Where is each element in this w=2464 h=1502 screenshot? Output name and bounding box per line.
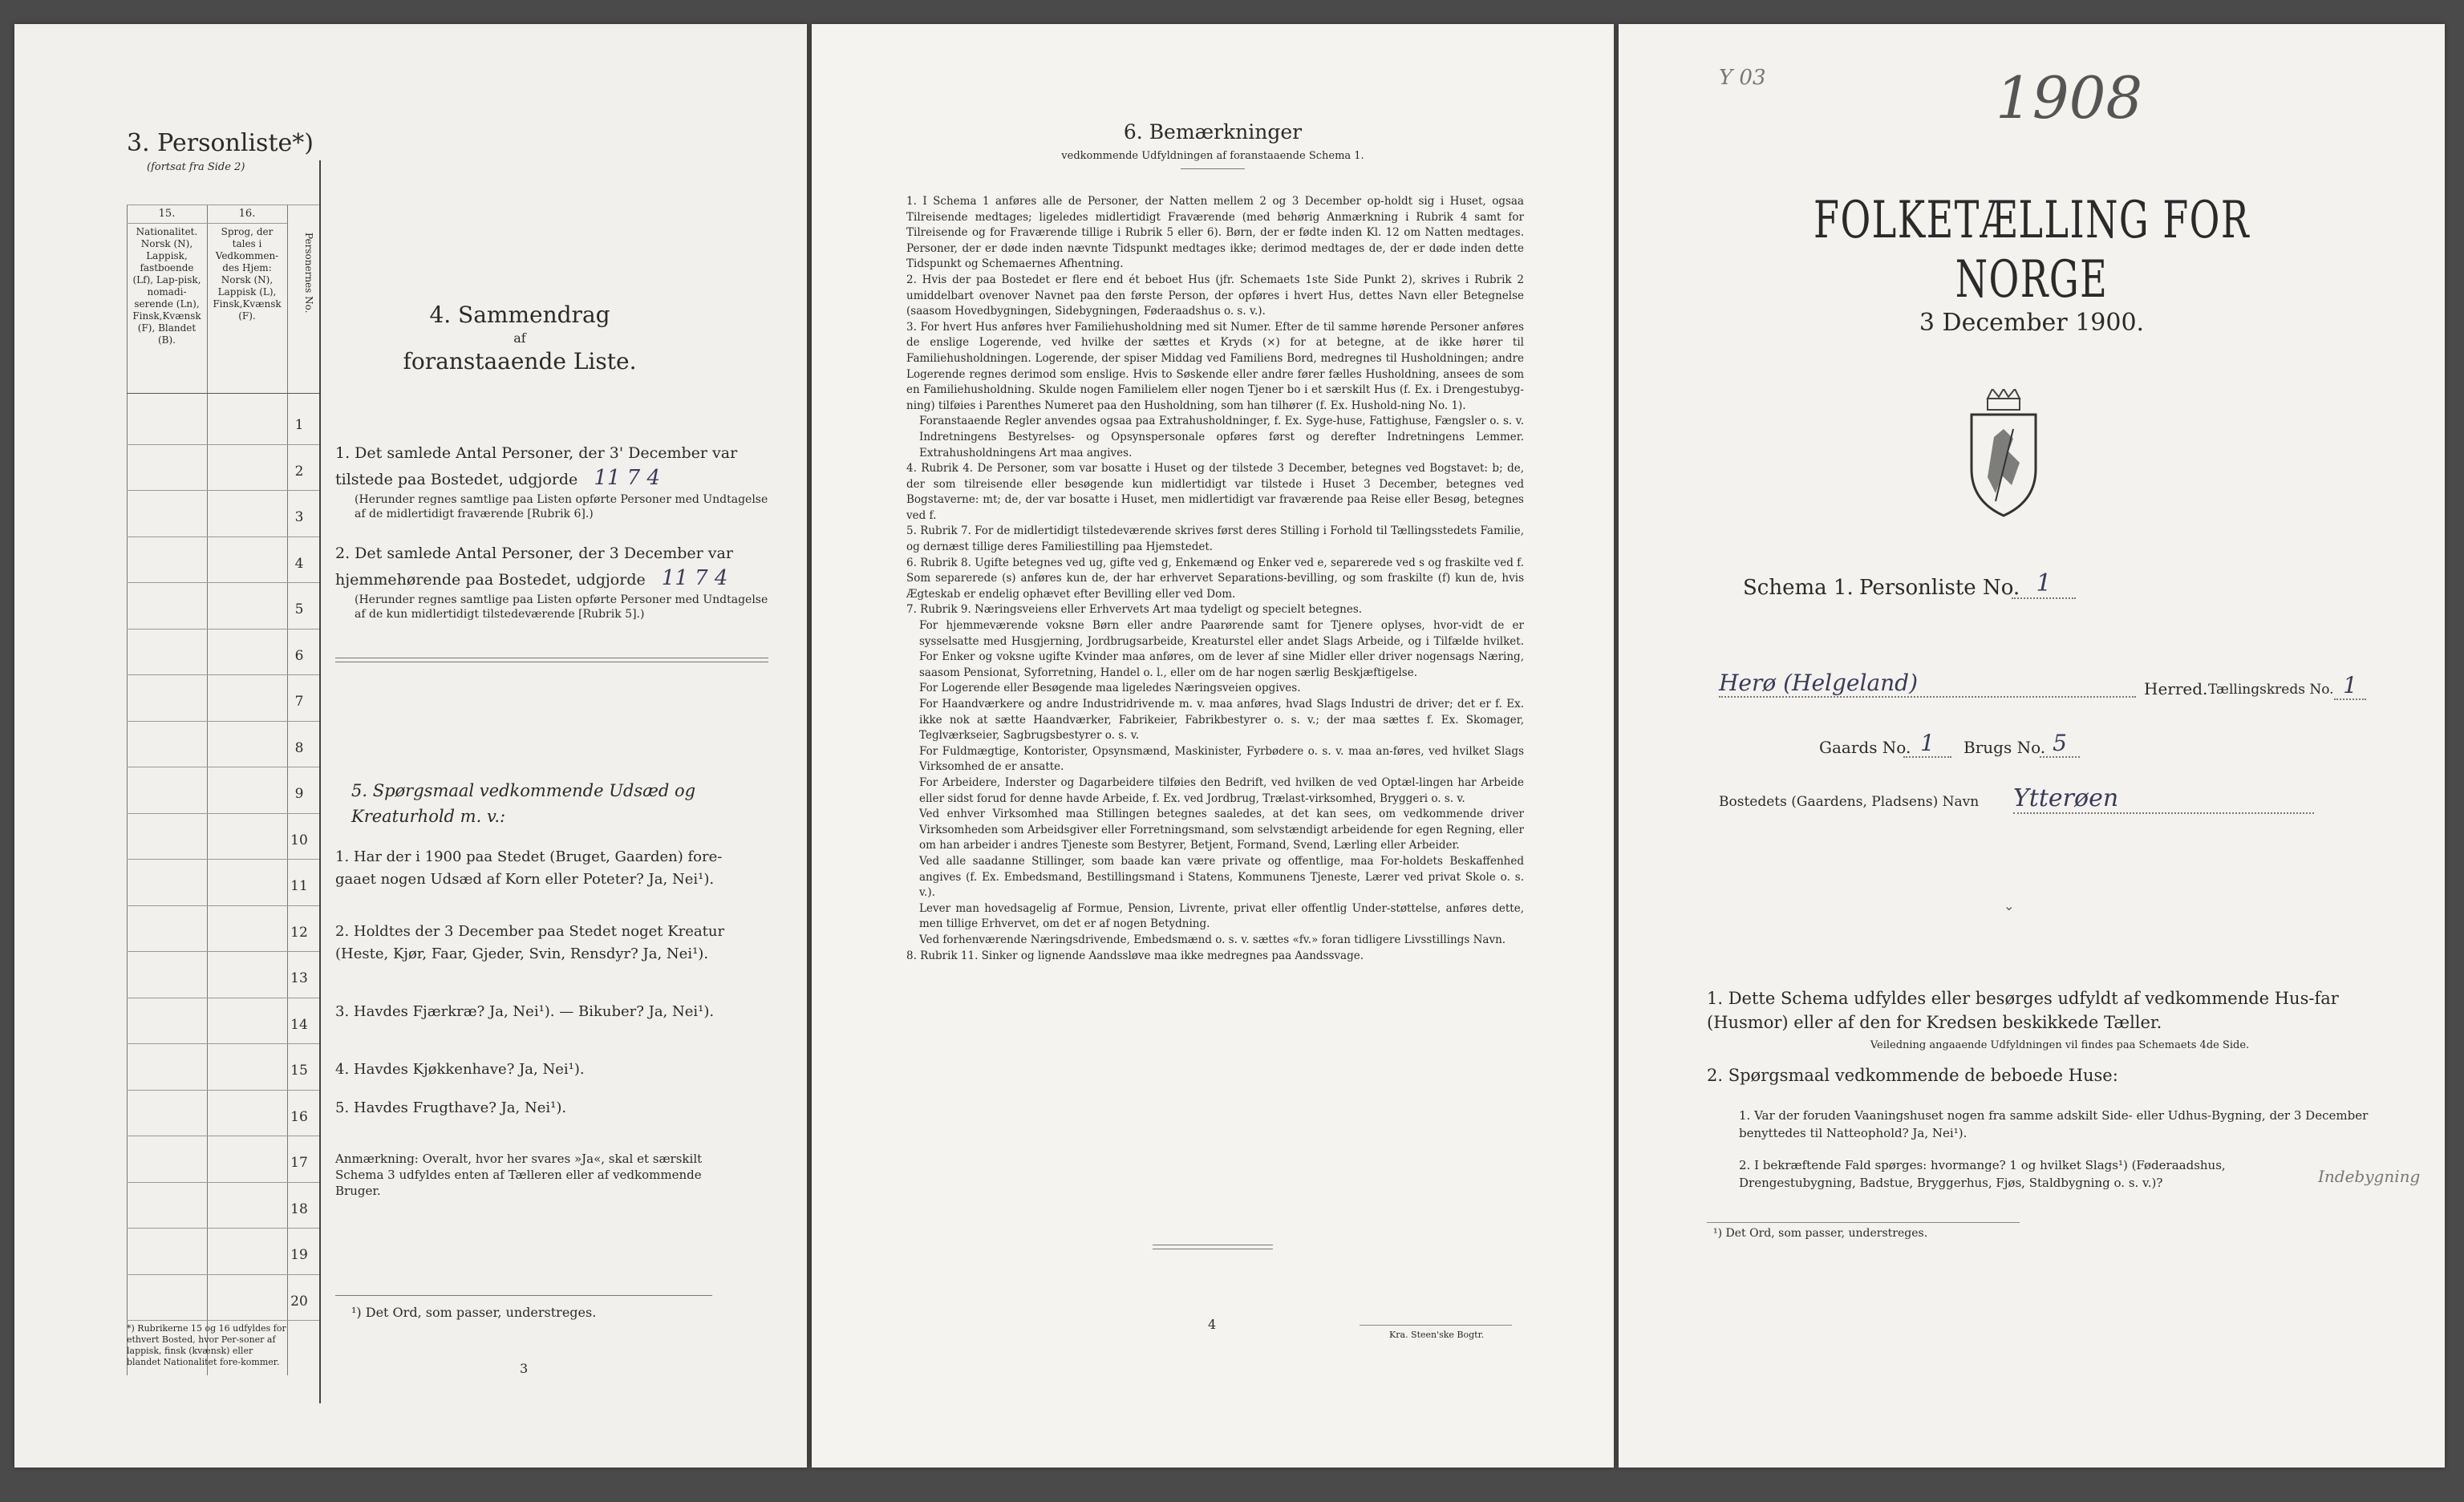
- instruction-1-sub: Veiledning angaaende Udfyldningen vil findes paa Schemaets 4de Side.: [1870, 1039, 2250, 1051]
- summary-item-2-line2: hjemmehørende paa Bostedet, udgjorde: [335, 571, 646, 589]
- col-persons-header: Personernes No.: [303, 233, 314, 314]
- summary-item-2-handwritten: 11 7 4: [661, 566, 728, 590]
- remark-paragraph: Ved enhver Virksomhed maa Stillingen betegnes saaledes, at det kan sees, om vedkommende driver Virksomheden som Arbeidsgiver eller Forretningsmand, som selvstændigt arbeidende for egen Regning, eller om han arbeider i andres Tjeneste som Bestyrer, Betjent, Formand, Svend, Lærling eller Arbeider.: [919, 808, 1524, 852]
- remark-paragraph: Lever man hovedsagelig af Formue, Pension, Livrente, privat eller offentlig Under-støttelse, anføres dette, men tillige Erhvervet, om det er af nogen Betydning.: [919, 901, 1524, 931]
- table-row-number: 6: [294, 647, 304, 664]
- table-row-number: 15: [290, 1063, 308, 1079]
- remarks-body: [906, 194, 1524, 964]
- remarks-subtitle: vedkommende Udfyldningen af foranstaaende Schema 1.: [1061, 150, 1364, 162]
- separator: [335, 1295, 712, 1296]
- table-row-line: [127, 951, 319, 952]
- remark-paragraph: 1. I Schema 1 anføres alle de Personer, der Natten mellem 2 og 3 December op-holdt sig i Huset, ogsaa Tilreisende medtages; ligeledes midlertidigt Fraværende (med behørig Anmærkning i Rubrik 4 samt for Tilreisende og for Fraværende tillige i Rubrik 5 eller 6). Børn, der er fødte inden Kl. 12 om Natten medtages. Personer, der er døde inden nævnte Tidspunkt medtages ikke; derimod medtages de, der er døde inden dette Tidspunkt og Schemaernes Afhentning.: [906, 195, 1524, 271]
- table-row-number: 8: [294, 739, 304, 756]
- table-line: [127, 223, 287, 224]
- schema-label: Schema 1.: [1743, 576, 1854, 600]
- page-number-4: 4: [1208, 1317, 1217, 1332]
- summary-item-1-line2: tilstede paa Bostedet, udgjorde: [335, 471, 578, 488]
- remark-paragraph: 2. Hvis der paa Bostedet er flere end ét beboet Hus (jfr. Schemaets 1ste Side Punkt 2), skrives i Rubrik 2 umiddelbart ovenover Navnet paa den første Person, der opføres i hvert Hus, dettes Navn eller Betegnelse (saasom Hovedbygningen, Sidebygningen, Føderaadshus o. s. v.).: [906, 273, 1524, 318]
- summary-item-1: [335, 441, 768, 521]
- table-row-line: [127, 1043, 319, 1044]
- remark-paragraph: For Logerende eller Besøgende maa ligeledes Næringsveien opgives.: [919, 682, 1301, 695]
- instruction-2-handwritten: Indebygning: [2318, 1167, 2421, 1186]
- gaards-number: 1: [1903, 730, 1951, 758]
- table-row-number: 9: [294, 786, 304, 802]
- table-row-line: [127, 1320, 319, 1321]
- question-4: 4. Havdes Kjøkkenhave? Ja, Nei¹).: [335, 1061, 585, 1078]
- question-2: 2. Holdtes der 3 December paa Stedet noget Kreatur (Heste, Kjør, Faar, Gjeder, Svin, Rensdyr? Ja, Nei¹).: [335, 923, 725, 962]
- table-row-line: [127, 905, 319, 906]
- left-page: [14, 24, 807, 1468]
- table-row-number: 13: [290, 970, 308, 986]
- table-row-line: [127, 721, 319, 722]
- table-row-line: [127, 536, 319, 537]
- word-footnote: ¹) Det Ord, som passer, understreges.: [351, 1305, 597, 1320]
- question-1: 1. Har der i 1900 paa Stedet (Bruget, Gaarden) fore-gaaet nogen Udsæd af Korn eller Poteter? Ja, Nei¹).: [335, 848, 723, 888]
- separator: [1181, 168, 1245, 169]
- ornament: ⌄: [2004, 898, 2015, 913]
- table-row-line: [127, 444, 319, 445]
- page-number-3: 3: [520, 1361, 529, 1376]
- table-row-number: 17: [290, 1155, 308, 1171]
- table-divider: [207, 204, 208, 1375]
- table-row-number: 3: [294, 509, 304, 525]
- summary-item-1-note: (Herunder regnes samtlige paa Listen opførte Personer med Undtagelse af de midlertidigt fraværende [Rubrik 6].): [355, 493, 768, 520]
- table-row-number: 10: [290, 832, 308, 848]
- personliste-label: Personliste No.: [1859, 576, 2020, 600]
- remark-paragraph: For Haandværkere og andre Industridrivende m. v. maa anføres, hvad Slags Industri de driver; det er f. Ex. ikke nok at sætte Haandværker, Fabrikeier, Fabrikbestyrer o. s. v.; der maa sættes f. Ex. Skomager, Teglværkseier, Sagbrugsbestyrer o. s. v.: [919, 698, 1524, 743]
- table-row-line: [127, 629, 319, 630]
- table-row-line: [127, 1182, 319, 1183]
- remark-paragraph: 3. For hvert Hus anføres hver Familiehusholdning med sit Numer. Efter de til samme hørende Personer anføres de enslige Logerende, ved hvilke der sættes et Kryds (×) for at betegne, at de ikke hører til Familiehusholdningen. Logerende, der spiser Middag ved Familiens Bord, medregnes til Husholdningen; andre Logerende regnes derimod som enslige. Hvis to Søskende eller andre fører fælles Husholdning, ansees de som en Familiehusholdning. Skulde nogen Familielem eller nogen Tjener bo i et særskilt Hus (f. Ex. i Drengestubyg-ning) tilføies i Parenthes Numeret paa den Husholdning, som han tilhører (f. Ex. Hushold-ning No. 1).: [906, 320, 1524, 412]
- table-row-number: 7: [294, 694, 304, 710]
- right-page: [1619, 24, 2445, 1468]
- year-handwritten: 1908: [1996, 64, 2143, 132]
- middle-page: [812, 24, 1614, 1468]
- census-date: 3 December 1900.: [1919, 309, 2145, 337]
- instruction-2-question-2: 2. I bekræftende Fald spørges: hvormange? 1 og hvilket Slags¹) (Føderaadshus, Drengestubygning, Badstue, Bryggerhus, Fjøs, Staldbygning o. s. v.)?: [1739, 1158, 2226, 1190]
- summary-item-2: [335, 541, 768, 621]
- table-row-line: [127, 1090, 319, 1091]
- remark-paragraph: 7. Rubrik 9. Næringsveiens eller Erhvervets Art maa tydeligt og specielt betegnes.: [906, 603, 1363, 617]
- printer-imprint: Kra. Steen'ske Bogtr.: [1389, 1330, 1485, 1340]
- word-footnote-right: ¹) Det Ord, som passer, understreges.: [1713, 1227, 1928, 1240]
- section4-subtitle: foranstaaende Liste.: [403, 348, 637, 374]
- table-row-line: [127, 859, 319, 860]
- question-3: 3. Havdes Fjærkræ? Ja, Nei¹). — Bikuber? Ja, Nei¹).: [335, 1003, 715, 1020]
- census-title: FOLKETÆLLING FOR NORGE: [1814, 191, 2250, 310]
- instruction-2: 2. Spørgsmaal vedkommende de beboede Huse:: [1707, 1066, 2118, 1085]
- remarks-title: 6. Bemærkninger: [1123, 120, 1303, 144]
- personliste-title: 3. Personliste*): [127, 129, 314, 157]
- annotation-note: Anmærkning: Overalt, hvor her svares »Ja«, skal et særskilt Schema 3 udfyldes enten af Tælleren eller af vedkommende Bruger.: [335, 1152, 703, 1198]
- table-footnote: *) Rubrikerne 15 og 16 udfyldes for ethvert Bosted, hvor Per-soner af lappisk, finsk (kvænsk) eller blandet Nationalitet fore-kommer.: [127, 1323, 286, 1367]
- remark-paragraph: Ved alle saadanne Stillinger, som baade kan være private og offentlige, maa For-holdets Beskaffenhed angives (f. Ex. Embedsmand, Bestillingsmand i Statens, Kommunens Tjeneste, Lærer ved privat Skole o. s. v.).: [919, 854, 1524, 900]
- brugs-number: 5: [2040, 730, 2080, 758]
- table-row-line: [127, 582, 319, 583]
- summary-item-1-handwritten: 11 7 4: [594, 466, 661, 490]
- table-row-number: 18: [290, 1200, 308, 1217]
- personliste-subtitle: (fortsat fra Side 2): [147, 161, 245, 173]
- table-row-number: 20: [290, 1293, 308, 1310]
- remark-paragraph: 4. Rubrik 4. De Personer, som var bosatte i Huset og der tilstede 3 December, betegnes ved Bogstavet: b; de, der som tilreisende eller besøgende kun midlertidigt var tilstede i Huset 3 December, betegnes ved Bogstaverne: mt; de, der var bosatte i Huset, men midlertidigt var fraværende paa Reise eller Besøg, betegnes ved f.: [906, 462, 1524, 522]
- table-row-number: 16: [290, 1108, 308, 1125]
- table-row-line: [127, 1228, 319, 1229]
- table-line: [127, 393, 319, 394]
- separator: [1360, 1325, 1512, 1326]
- section4-title: 4. Sammendrag: [429, 302, 610, 328]
- section5-title: 5. Spørgsmaal vedkommende Udsæd og Kreaturhold m. v.:: [351, 781, 696, 826]
- bosted-label: Bostedets (Gaardens, Pladsens) Navn: [1719, 794, 1980, 810]
- col15-header: Nationalitet. Norsk (N), Lappisk, fastboende (Lf), Lap-pisk, nomadi-serende (Ln), Finsk,Kvænsk (F), Blandet (B).: [132, 226, 201, 346]
- col16-header: Sprog, der tales i Vedkommen-des Hjem: Norsk (N), Lappisk (L), Finsk,Kvænsk (F).: [213, 226, 282, 322]
- remark-paragraph: Ved forhenværende Næringsdrivende, Embedsmænd o. s. v. sættes «fv.» foran tidligere Livsstillings Navn.: [919, 933, 1506, 946]
- summary-item-2-line1: 2. Det samlede Antal Personer, der 3 December var: [335, 545, 733, 562]
- remark-paragraph: For Arbeidere, Inderster og Dagarbeidere tilføies den Bedrift, ved hvilken de ved Optæl-lingen har Arbeide eller sidst forud for denne havde Arbeide, f. Ex. ved Jordbrug, Trælast-virksomhed, Bryggeri o. s. v.: [919, 775, 1524, 805]
- section4-af: af: [513, 330, 526, 346]
- instruction-1: 1. Dette Schema udfyldes eller besørges udfyldt af vedkommende Hus-far (Husmor) eller af den for Kredsen beskikkede Tæller.: [1707, 989, 2339, 1032]
- norway-coat-of-arms-icon: [1964, 389, 2044, 517]
- table-row-number: 1: [294, 417, 304, 433]
- remark-paragraph: 8. Rubrik 11. Sinker og lignende Aandssløve maa ikke medregnes paa Aandssvage.: [906, 949, 1364, 962]
- brugs-label: Brugs No.: [1964, 738, 2046, 757]
- remark-paragraph: Foranstaaende Regler anvendes ogsaa paa Extrahusholdninger, f. Ex. Syge-huse, Fattighuse, Fængsler o. s. v. Indretningens Bestyrelses- og Opsynspersonale opføres først og derefter Indretningens Lemmer. Extrahusholdningens Art maa angives.: [919, 415, 1524, 460]
- separator: [1707, 1222, 2020, 1223]
- table-row-number: 14: [290, 1016, 308, 1033]
- instruction-2-question-1: 1. Var der foruden Vaaningshuset nogen fra samme adskilt Side- eller Udhus-Bygning, der 3 December benyttedes til Natteophold? Ja, Nei¹).: [1739, 1108, 2369, 1140]
- herred-handwritten: Herø (Helgeland): [1719, 670, 2136, 698]
- remark-paragraph: For hjemmeværende voksne Børn eller andre Paarørende samt for Tjenere oplyses, hvor-vidt de er sysselsatte med Husgjerning, Jordbrugsarbeide, Kreaturstel eller andet Slags Arbeide, og i Tilfælde hvilket. For Enker og voksne ugifte Kvinder maa anføres, om de lever af sine Midler eller driver nogensags Næring, saasom Pensionat, Syforretning, Handel o. l., eller om de har nogen særlig Beskjæftigelse.: [919, 619, 1524, 679]
- remark-paragraph: 6. Rubrik 8. Ugifte betegnes ved ug, gifte ved g, Enkemænd og Enker ved e, separerede ved s og fraskilte ved f. Som separerede (s) anføres kun de, der har erhvervet Separations-bevilling, og som fraskilte (f) kun de, hvis Ægteskab er endelig ophævet efter Bevilling eller ved Dom.: [906, 556, 1524, 601]
- question-5: 5. Havdes Frugthave? Ja, Nei¹).: [335, 1099, 567, 1116]
- table-row-line: [127, 674, 319, 675]
- table-row-line: [127, 1274, 319, 1275]
- gaards-label: Gaards No.: [1819, 738, 1911, 757]
- table-border-right: [319, 160, 321, 1403]
- personliste-number: 1: [2012, 569, 2076, 599]
- table-row-line: [127, 490, 319, 491]
- bosted-handwritten: Ytterøen: [2013, 784, 2314, 814]
- summary-item-2-note: (Herunder regnes samtlige paa Listen opførte Personer med Undtagelse af de kun midlertidigt tilstedeværende [Rubrik 5].): [355, 593, 768, 621]
- summary-item-1-line1: 1. Det samlede Antal Personer, der 3' December var: [335, 444, 738, 462]
- col16-number: 16.: [238, 208, 256, 220]
- remark-paragraph: 5. Rubrik 7. For de midlertidigt tilstedeværende skrives først deres Stilling i Forhold til Tællingsstedets Familie, og dernæst tillige deres Familiestilling paa Hjemstedet.: [906, 524, 1524, 554]
- table-line: [127, 204, 319, 205]
- table-row-number: 12: [290, 924, 308, 941]
- kreds-label: Tællingskreds No.: [2208, 682, 2334, 698]
- corner-note: Y 03: [1719, 66, 1766, 90]
- herred-label: Herred.: [2144, 679, 2208, 698]
- table-border-left: [127, 204, 128, 1375]
- table-row-number: 4: [294, 555, 304, 572]
- col15-number: 15.: [158, 208, 176, 220]
- table-row-number: 19: [290, 1247, 308, 1263]
- table-row-number: 2: [294, 463, 304, 480]
- table-row-line: [127, 813, 319, 814]
- kreds-number: 1: [2334, 672, 2366, 700]
- table-row-number: 11: [290, 878, 308, 894]
- remark-paragraph: For Fuldmægtige, Kontorister, Opsynsmænd, Maskinister, Fyrbødere o. s. v. maa an-føres, ved hvilket Slags Virksomhed de er ansatte.: [919, 744, 1524, 774]
- table-row-number: 5: [294, 601, 304, 617]
